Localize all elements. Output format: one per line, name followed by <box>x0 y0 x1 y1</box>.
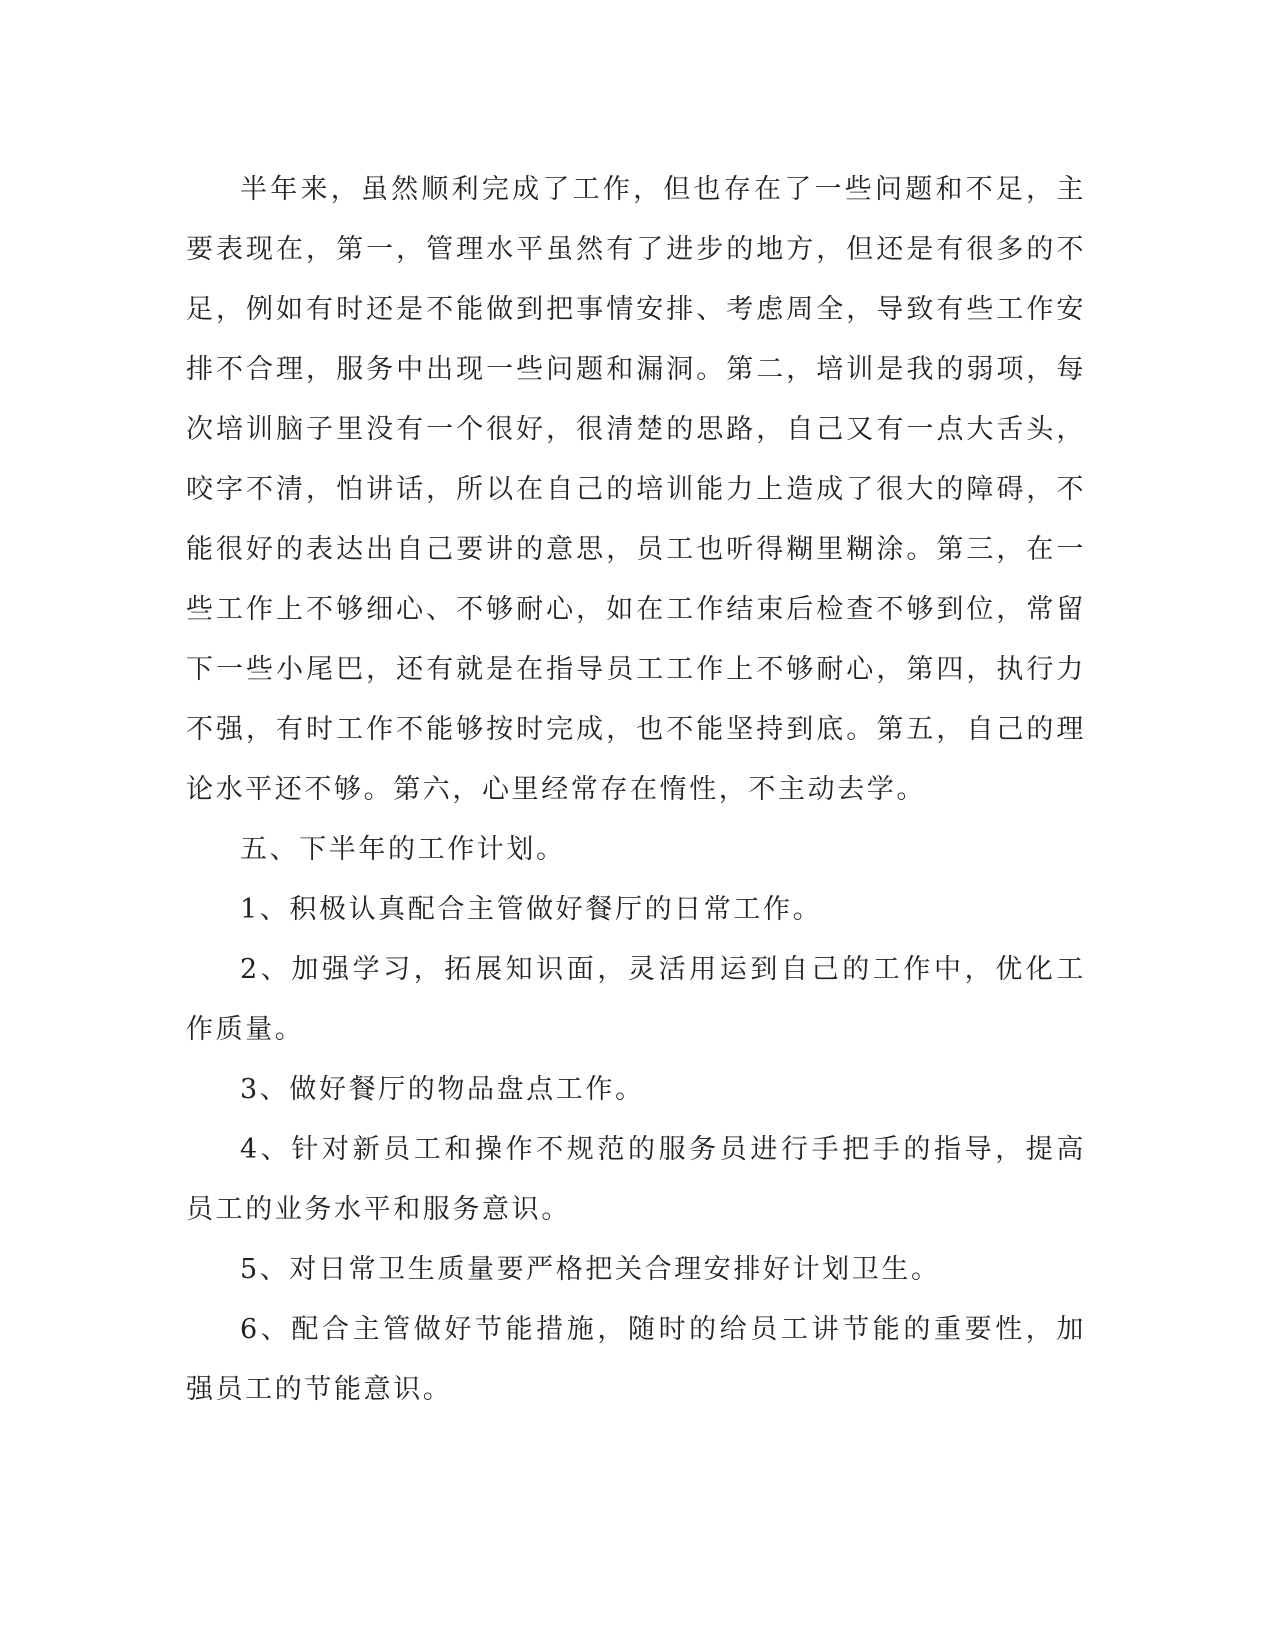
plan-item-5: 5、对日常卫生质量要严格把关合理安排好计划卫生。 <box>240 1254 941 1285</box>
plan-item-6: 6、配合主管做好节能措施，随时的给员工讲节能的重要性，加强员工的节能意识。 <box>186 1314 1086 1405</box>
plan-item-3: 3、做好餐厅的物品盘点工作。 <box>240 1074 645 1105</box>
section-heading-plan: 五、下半年的工作计划。 <box>240 834 566 865</box>
paragraph-shortcomings: 半年来，虽然顺利完成了工作，但也存在了一些问题和不足，主要表现在，第一，管理水平虽然有了进步的地方，但还是有很多的不足，例如有时还是不能做到把事情安排、考虑周全，导致有些工作安排不合理，服务中出现一些问题和漏洞。第二，培训是我的弱项，每次培训脑子里没有一个很好，很清楚的思路，自己又有一点大舌头，咬字不清，怕讲话，所以在自己的培训能力上造成了很大的障碍，不能很好的表达出自己要讲的意思，员工也听得糊里糊涂。第三，在一些工作上不够细心、不够耐心，如在工作结束后检查不够到位，常留下一些小尾巴，还有就是在指导员工工作上不够耐心，第四，执行力不强，有时工作不能够按时完成，也不能坚持到底。第五，自己的理论水平还不够。第六，心里经常存在惰性，不主动去学。 <box>186 174 1086 805</box>
plan-item-1: 1、积极认真配合主管做好餐厅的日常工作。 <box>240 894 823 925</box>
document-body <box>186 160 1086 1420</box>
plan-item-4: 4、针对新员工和操作不规范的服务员进行手把手的指导，提高员工的业务水平和服务意识。 <box>186 1134 1086 1225</box>
plan-item-2: 2、加强学习，拓展知识面，灵活用运到自己的工作中，优化工作质量。 <box>186 954 1086 1045</box>
